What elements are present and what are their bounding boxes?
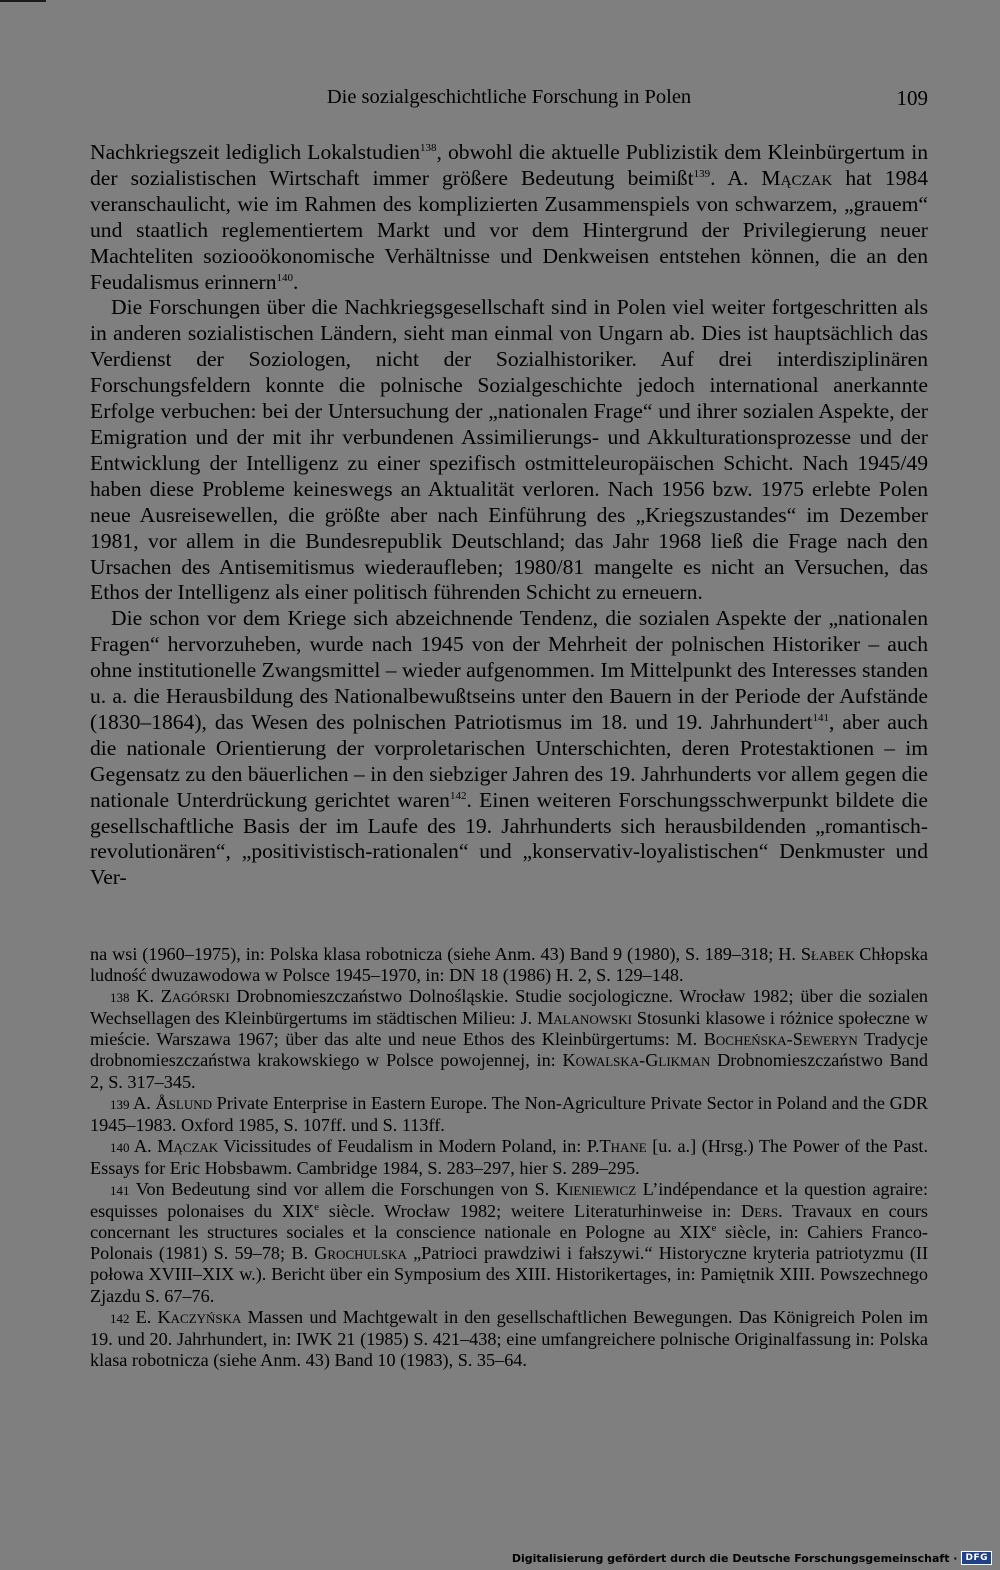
dfg-logo-icon: DFG xyxy=(961,1551,992,1565)
paragraph: Nachkriegszeit lediglich Lokalstudien$^{138}$, obwohl die aktuelle Publizistik dem Kleinbürgertum in der sozialistischen Wirtschaft immer größere Bedeutung beimißt$^{139}$. A. Mączak hat 1984 veranschaulicht, wie im Rahmen des komplizierten Zusammenspiels von schwarzem, „grauem“ und staatlich reglementiertem Markt und vor dem Hintergrund der Privilegierung neuer Machteliten soziooökonomische Verhältnisse und Denkweisen entstehen können, die an den Feudalismus erinnern$^{140}$. xyxy=(90,140,928,294)
superscript: e xyxy=(314,1201,320,1214)
footnote-number: 141 xyxy=(110,1183,130,1199)
footnote-ref: 141 xyxy=(812,711,829,724)
footnote-ref: 142 xyxy=(449,789,467,802)
footnote-142: 142 E. Kaczyńska Massen und Machtgewalt in den gesellschaftlichen Bewegungen. Das Königreich Polen im 19. und 20. Jahrhundert, in: IWK 21 (1985) S. 421–438; eine umfangreichere polnische Originalfassung in: Polska klasa robotnicza (siehe Anm. 43) Band 10 (1983), S. 35–64. xyxy=(90,1306,928,1370)
author-name: Słabek xyxy=(800,944,855,964)
author-name: Mączak xyxy=(761,165,833,190)
page-header xyxy=(90,86,928,116)
footnote-ref: 140 xyxy=(276,271,294,284)
paragraph: Die Forschungen über die Nachkriegsgesellschaft sind in Polen viel weiter fortgeschritten als in anderen sozialistischen Ländern, sieht man einmal von Ungarn ab. Dies ist hauptsächlich das Verdienst der Soziologen, nicht der Sozialhistoriker. Auf drei interdisziplinären Forschungsfeldern konnte die polnische Sozialgeschichte jedoch international anerkannte Erfolge verbuchen: bei der Untersuchung der „nationalen Frage“ und ihrer sozialen Aspekte, der Emigration und der mit ihr verbundenen Assimilierungs- und Akkulturationsprozesse und der Entwicklung der Intelligenz zu einer spezifisch ostmitteleuropäischen Schicht. Nach 1945/49 haben diese Probleme keineswegs an Aktualität verloren. Nach 1956 bzw. 1975 erlebte Polen neue Ausreisewellen, die größte aber nach Einführung des „Kriegszustandes“ im Dezember 1981, vor allem in die Bundesrepublik Deutschland; das Jahr 1968 ließ die Frage nach den Ursachen des Antisemitismus wiederaufleben; 1980/81 mangelte es nicht an Versuchen, das Ethos der Intelligenz als einer politisch führenden Schicht zu erneuern. xyxy=(90,295,928,605)
superscript: e xyxy=(711,1222,717,1235)
main-text xyxy=(90,140,928,891)
footnote-number: 142 xyxy=(110,1310,130,1326)
footnote-ref: 139 xyxy=(693,167,711,180)
footnote-number: 140 xyxy=(110,1139,130,1155)
author-name: Bocheńska-Seweryn xyxy=(703,1029,858,1050)
author-name: Zagórski xyxy=(160,986,230,1007)
footnotes xyxy=(90,944,928,1371)
author-name: Ders. xyxy=(741,1201,783,1222)
author-name: Thane xyxy=(599,1135,647,1156)
running-title: Die sozialgeschichtliche Forschung in Polen xyxy=(326,86,692,108)
author-name: Kowalska-Glikman xyxy=(562,1050,711,1071)
scan-edge-mark xyxy=(0,0,46,2)
footnote-number: 138 xyxy=(110,990,130,1006)
footnote-139: 139 A. Åslund Private Enterprise in Eastern Europe. The Non-Agriculture Private Sector in Poland and the GDR 1945–1983. Oxford 1985, S. 107ff. und S. 113ff. xyxy=(90,1092,928,1135)
footer-credit: Digitalisierung gefördert durch die Deutsche Forschungsgemeinschaft · xyxy=(511,1551,958,1565)
footnote-138: 138 K. Zagórski Drobnomieszczaństwo Dolnośląskie. Studie socjologiczne. Wrocław 1982; über die sozialen Wechsellagen des Kleinbürgertums im städtischen Milieu: J. Malanowski Stosunki klasowe i różnice społeczne w mieście. Warszawa 1967; über das alte und neue Ethos des Kleinbürgertums: M. Bocheńska-Seweryn Tradycje drobnomieszczaństwa krakowskiego w Polsce powojennej, in: Kowalska-Glikman Drobnomieszczaństwo Band 2, S. 317–345. xyxy=(90,986,929,1092)
footnote-141: 141 Von Bedeutung sind vor allem die Forschungen von S. Kieniewicz L’indépendance et la question agraire: esquisses polonaises du XIXe siècle. Wrocław 1982; weitere Literaturhinweise in: Ders. Travaux en cours concernant les structures sociales et la conscience nationale en Pologne au XIXe siècle, in: Cahiers Franco-Polonais (1981) S. 59–78; B. Grochulska „Patrioci prawdziwi i fałszywi.“ Historyczne kryteria patriotyzmu (II połowa XVIII–XIX w.). Bericht über ein Symposium des XIII. Historikertages, in: Pamiętnik XIII. Powszechnego Zjazdu S. 67–76. xyxy=(90,1179,928,1306)
author-name: Kaczyńska xyxy=(157,1306,242,1327)
author-name: Kieniewicz xyxy=(555,1179,637,1200)
author-name: Grochulska xyxy=(314,1243,407,1264)
author-name: Mączak xyxy=(157,1135,219,1156)
page-number: 109 xyxy=(896,86,928,110)
footnote-ref: 138 xyxy=(420,141,437,154)
author-name: Malanowski xyxy=(537,1008,632,1029)
author-name: Åslund xyxy=(155,1092,212,1113)
footnote-140: 140 A. Mączak Vicissitudes of Feudalism in Modern Poland, in: P.Thane [u. a.] (Hrsg.) The Power of the Past. Essays for Eric Hobsbawm. Cambridge 1984, S. 283–297, hier S. 289–295. xyxy=(90,1135,928,1178)
footnote-continuation: na wsi (1960–1975), in: Polska klasa robotnicza (siehe Anm. 43) Band 9 (1980), S. 189–318; H. Słabek Chłopska ludność dwuzawodowa w Polsce 1945–1970, in: DN 18 (1986) H. 2, S. 129–148. xyxy=(90,944,928,986)
digitization-footer xyxy=(512,1550,992,1566)
footnote-number: 139 xyxy=(110,1096,130,1112)
paragraph: Die schon vor dem Kriege sich abzeichnende Tendenz, die sozialen Aspekte der „nationalen Fragen“ hervorzuheben, wurde nach 1945 von der Mehrheit der polnischen Historiker – auch ohne institutionelle Zwangsmittel – wieder aufgenommen. Im Mittelpunkt des Interesses standen u. a. die Herausbildung des Nationalbewußtseins unter den Bauern in der Periode der Aufstände (1830–1864), das Wesen des polnischen Patriotismus im 18. und 19. Jahrhundert$^{141}$, aber auch die nationale Orientierung der vorproletarischen Unterschichten, deren Protestaktionen – im Gegensatz zu den bäuerlichen – in den siebziger Jahren des 19. Jahrhunderts vor allem gegen die nationale Unterdrückung gerichtet waren$^{142}$. Einen weiteren Forschungsschwerpunkt bildete die gesellschaftliche Basis der im Laufe des 19. Jahrhunderts sich herausbildenden „romantisch-revolutionären“, „positivistisch-rationalen“ und „konservativ-loyalistischen“ Denkmuster und Ver- xyxy=(90,606,928,890)
